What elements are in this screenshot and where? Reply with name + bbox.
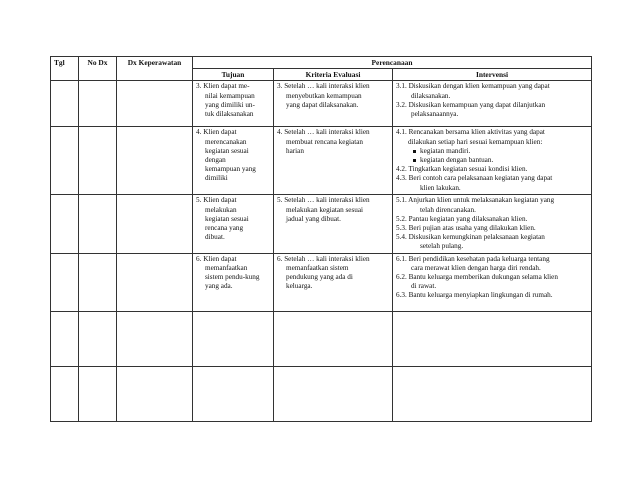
tujuan-line: memanfaatkan [205, 263, 248, 272]
intervensi-line: dilaksanakan. [411, 91, 451, 100]
cell-empty [51, 311, 79, 366]
table-row [51, 253, 592, 311]
table-row [51, 81, 592, 127]
table-row [51, 195, 592, 253]
cell-tujuan [193, 195, 274, 253]
intervensi-line: 4.1. Rencanakan bersama klien aktivitas yang dapat [396, 128, 545, 137]
cell-tujuan [193, 127, 274, 195]
kriteria-line: menyebutkan kemampuan [286, 91, 362, 100]
cell-tujuan [193, 81, 274, 127]
cell-dx [117, 81, 193, 127]
cell-tgl [51, 195, 79, 253]
intervensi-line: 5.3. Beri pujian atas usaha yang dilakukan klien. [396, 224, 536, 233]
header-dx-keperawatan: Dx Keperawatan [117, 57, 193, 81]
cell-empty [393, 311, 592, 366]
header-kriteria: Kriteria Evaluasi [274, 69, 393, 81]
cell-tgl [51, 81, 79, 127]
cell-empty [274, 311, 393, 366]
tujuan-line: 4. Klien dapat [196, 128, 237, 137]
intervensi-bullet-item: kegiatan dengan bantuan. [396, 156, 588, 165]
cell-empty [117, 366, 193, 421]
kriteria-line: harian [286, 146, 304, 155]
tujuan-line: kegiatan sesuai [205, 146, 249, 155]
intervensi-line: 5.2. Pantau kegiatan yang dilaksanakan klien. [396, 214, 528, 223]
tujuan-line: 3. Klien dapat me- [196, 82, 250, 91]
cell-kriteria [274, 195, 393, 253]
tujuan-line: tuk dilaksanakan [205, 110, 254, 119]
cell-tgl [51, 253, 79, 311]
tujuan-line: yang ada. [205, 282, 233, 291]
tujuan-line: dibuat. [205, 233, 225, 242]
cell-intervensi [393, 127, 592, 195]
tujuan-line: merencanakan [205, 137, 247, 146]
cell-dx [117, 195, 193, 253]
tujuan-line: 6. Klien dapat [196, 254, 237, 263]
kriteria-line: melakukan kegiatan sesuai [286, 205, 364, 214]
kriteria-line: membuat rencana kegiatan [286, 137, 364, 146]
kriteria-line: keluarga. [286, 282, 313, 291]
cell-intervensi [393, 253, 592, 311]
tujuan-line: kegiatan sesuai [205, 214, 249, 223]
table-row-empty [51, 311, 592, 366]
intervensi-line: 5.4. Diskusikan kemungkinan pelaksanaan kegiatan [396, 233, 545, 242]
intervensi-line: 6.1. Beri pendidikan kesehatan pada keluarga tentang [396, 254, 550, 263]
cell-kriteria [274, 253, 393, 311]
intervensi-line: pelaksanaannya. [411, 110, 459, 119]
intervensi-line: 3.2. Diskusikan kemampuan yang dapat dilanjutkan [396, 100, 546, 109]
cell-empty [193, 366, 274, 421]
header-tujuan: Tujuan [193, 69, 274, 81]
cell-empty [79, 366, 117, 421]
header-perencanaan: Perencanaan [193, 57, 592, 69]
care-plan-table [50, 56, 592, 422]
cell-empty [274, 366, 393, 421]
cell-tujuan [193, 253, 274, 311]
tujuan-line: kemampuan yang [205, 165, 256, 174]
cell-empty [117, 311, 193, 366]
kriteria-line: 3. Setelah … kali interaksi klien [277, 82, 370, 91]
header-intervensi: Intervensi [393, 69, 592, 81]
cell-kriteria [274, 81, 393, 127]
kriteria-line: 4. Setelah … kali interaksi klien [277, 128, 370, 137]
cell-no-dx [79, 253, 117, 311]
cell-no-dx [79, 127, 117, 195]
cell-intervensi [393, 195, 592, 253]
kriteria-line: memanfaatkan sistem [286, 263, 349, 272]
kriteria-line: 5. Setelah … kali interaksi klien [277, 196, 370, 205]
tujuan-line: dengan [205, 156, 226, 165]
intervensi-line: 6.3. Bantu keluarga menyiapkan lingkungan di rumah. [396, 291, 553, 300]
kriteria-line: 6. Setelah … kali interaksi klien [277, 254, 370, 263]
cell-empty [51, 366, 79, 421]
table-row [51, 127, 592, 195]
tujuan-line: sistem pendu-kung [205, 273, 260, 282]
cell-no-dx [79, 81, 117, 127]
tujuan-line: dimiliki [205, 174, 228, 183]
intervensi-line: 4.3. Beri contoh cara pelaksanaan kegiatan yang dapat [396, 174, 553, 183]
intervensi-line: 4.2. Tingkatkan kegiatan sesuai kondisi klien. [396, 165, 528, 174]
cell-empty [393, 366, 592, 421]
intervensi-line: cara merawat klien dengan harga diri rendah. [411, 263, 541, 272]
intervensi-line: klien lakukan. [420, 183, 461, 192]
kriteria-line: pendukung yang ada di [286, 273, 353, 282]
table-row-empty [51, 366, 592, 421]
cell-tgl [51, 127, 79, 195]
tujuan-line: 5. Klien dapat [196, 196, 237, 205]
intervensi-line: setelah pulang. [420, 242, 464, 251]
tujuan-line: yang dimiliki un- [205, 100, 255, 109]
tujuan-line: melakukan [205, 205, 237, 214]
intervensi-line: 6.2. Bantu keluarga memberikan dukungan selama klien [396, 273, 558, 282]
kriteria-line: jadual yang dibuat. [286, 214, 341, 223]
header-no-dx: No Dx [79, 57, 117, 81]
intervensi-line: 3.1. Diskusikan dengan klien kemampuan yang dapat [396, 82, 550, 91]
header-tgl: Tgl [51, 57, 79, 81]
tujuan-line: nilai kemampuan [205, 91, 255, 100]
cell-empty [79, 311, 117, 366]
intervensi-line: di rawat. [411, 282, 437, 291]
cell-dx [117, 253, 193, 311]
cell-kriteria [274, 127, 393, 195]
cell-intervensi [393, 81, 592, 127]
intervensi-line: dilakukan setiap hari sesuai kemampuan klien: [408, 137, 543, 146]
intervensi-bullet-item: kegiatan mandiri. [396, 147, 588, 156]
intervensi-line: 5.1. Anjurkan klien untuk melaksanakan kegiatan yang [396, 196, 555, 205]
cell-empty [193, 311, 274, 366]
cell-no-dx [79, 195, 117, 253]
intervensi-line: telah direncanakan. [420, 205, 476, 214]
kriteria-line: yang dapat dilaksanakan. [286, 100, 359, 109]
cell-dx [117, 127, 193, 195]
tujuan-line: rencana yang [205, 224, 244, 233]
